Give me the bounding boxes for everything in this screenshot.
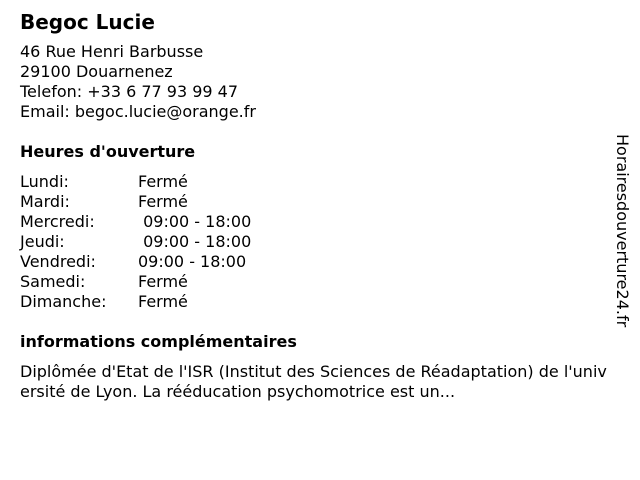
hours-value: Fermé <box>138 172 188 191</box>
opening-hours-table <box>20 172 610 312</box>
address-street: 46 Rue Henri Barbusse <box>20 42 204 61</box>
day-label: Mardi: <box>20 192 70 211</box>
hours-value: 09:00 - 18:00 <box>138 232 252 251</box>
hours-row-tuesday <box>20 192 610 212</box>
hours-row-thursday <box>20 232 610 252</box>
hours-row-saturday <box>20 272 610 292</box>
day-label: Dimanche: <box>20 292 107 311</box>
day-label: Samedi: <box>20 272 86 291</box>
hours-value: Fermé <box>138 272 188 291</box>
hours-value: 09:00 - 18:00 <box>138 212 252 231</box>
hours-value: Fermé <box>138 192 188 211</box>
listing-card <box>20 8 610 402</box>
hours-value: 09:00 - 18:00 <box>138 252 247 271</box>
hours-row-friday <box>20 252 610 272</box>
hours-row-sunday <box>20 292 610 312</box>
day-label: Mercredi: <box>20 212 95 231</box>
day-label: Lundi: <box>20 172 69 191</box>
hours-value: Fermé <box>138 292 188 311</box>
hours-row-wednesday <box>20 212 610 232</box>
day-label: Vendredi: <box>20 252 96 271</box>
address-city: 29100 Douarnenez <box>20 62 173 81</box>
day-label: Jeudi: <box>20 232 65 251</box>
site-watermark: Horairesdouverture24.fr <box>613 134 632 328</box>
business-name: Begoc Lucie <box>20 10 155 34</box>
email-address: Email: begoc.lucie@orange.fr <box>20 102 256 121</box>
phone-number: Telefon: +33 6 77 93 99 47 <box>20 82 239 101</box>
hours-row-monday <box>20 172 610 192</box>
additional-info-title: informations complémentaires <box>20 332 297 351</box>
opening-hours-title: Heures d'ouverture <box>20 142 196 161</box>
additional-info-text: Diplômée d'Etat de l'ISR (Institut des Sciences de Réadaptation) de l'université de Lyon. La rééducation psychomotrice est un... <box>20 362 607 401</box>
